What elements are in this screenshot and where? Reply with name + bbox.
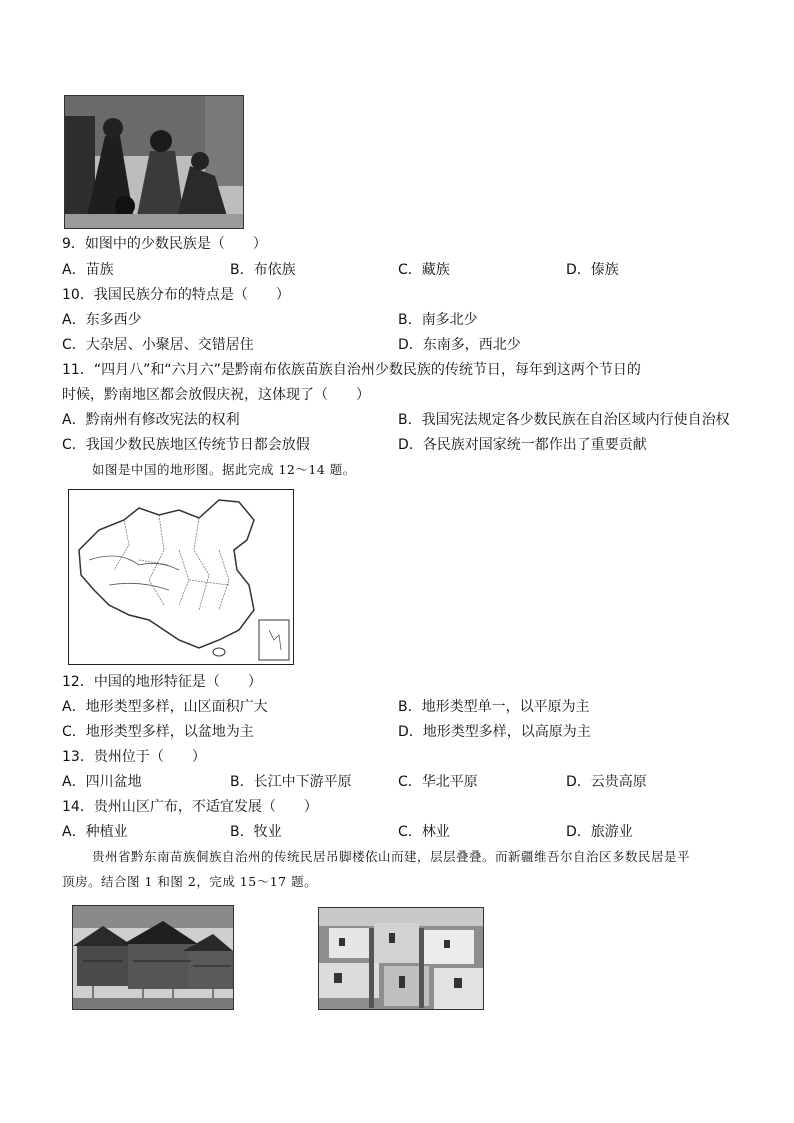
- question-11-option-d: D．各民族对国家统一都作出了重要贡献: [398, 437, 647, 453]
- china-map: [68, 489, 294, 665]
- question-14-option-b: B．牧业: [230, 824, 282, 840]
- question-10-option-d: D．东南多，西北少: [398, 337, 521, 353]
- question-11-option-a: A．黔南州有修改宪法的权利: [62, 412, 240, 428]
- question-12-option-a: A．地形类型多样，山区面积广大: [62, 699, 268, 715]
- stilt-house-drawing: [73, 906, 233, 1009]
- question-9-option-c: C．藏族: [398, 262, 450, 278]
- question-10-option-b: B．南多北少: [398, 312, 478, 328]
- intro-15-17-line1: 贵州省黔东南苗族侗族自治州的传统民居吊脚楼依山而建，层层叠叠。而新疆维吾尔自治区多数民居是平: [92, 849, 691, 864]
- question-11-stem-line1: 11．“四月八”和“六月六”是黔南布依族苗族自治州少数民族的传统节日，每年到这两个节日的: [62, 362, 641, 378]
- intro-15-17-line2: 顶房。结合图 1 和图 2，完成 15～17 题。: [62, 874, 318, 889]
- question-12-stem: 12．中国的地形特征是（ ）: [62, 674, 262, 690]
- question-14-option-a: A．种植业: [62, 824, 128, 840]
- flat-roof-house-photo: [318, 907, 484, 1010]
- question-13-option-a: A．四川盆地: [62, 774, 142, 790]
- question-14-option-c: C．林业: [398, 824, 450, 840]
- question-10-option-c: C．大杂居、小聚居、交错居住: [62, 337, 254, 353]
- flat-roof-house-drawing: [319, 908, 483, 1009]
- question-9-option-b: B．布依族: [230, 262, 296, 278]
- question-12-option-d: D．地形类型多样，以高原为主: [398, 724, 591, 740]
- china-map-drawing: [69, 490, 293, 664]
- question-13-option-c: C．华北平原: [398, 774, 478, 790]
- intro-12-14: 如图是中国的地形图。据此完成 12～14 题。: [92, 462, 356, 477]
- question-11-option-c: C．我国少数民族地区传统节日都会放假: [62, 437, 310, 453]
- stilt-house-photo: [72, 905, 234, 1010]
- question-9-option-d: D．傣族: [566, 262, 619, 278]
- minority-photo-drawing: [65, 96, 243, 228]
- question-9-stem: 9．如图中的少数民族是（ ）: [62, 236, 267, 252]
- question-12-option-b: B．地形类型单一，以平原为主: [398, 699, 590, 715]
- question-13-option-b: B．长江中下游平原: [230, 774, 352, 790]
- question-11-stem-line2: 时候，黔南地区都会放假庆祝，这体现了（ ）: [62, 387, 370, 403]
- question-11-option-b: B．我国宪法规定各少数民族在自治区域内行使自治权: [398, 412, 730, 428]
- question-13-option-d: D．云贵高原: [566, 774, 647, 790]
- question-10-option-a: A．东多西少: [62, 312, 142, 328]
- minority-photo: [64, 95, 244, 229]
- question-14-option-d: D．旅游业: [566, 824, 633, 840]
- question-10-stem: 10．我国民族分布的特点是（ ）: [62, 287, 290, 303]
- question-13-stem: 13．贵州位于（ ）: [62, 749, 206, 765]
- question-14-stem: 14．贵州山区广布，不适宜发展（ ）: [62, 799, 318, 815]
- question-12-option-c: C．地形类型多样，以盆地为主: [62, 724, 254, 740]
- question-9-option-a: A．苗族: [62, 262, 114, 278]
